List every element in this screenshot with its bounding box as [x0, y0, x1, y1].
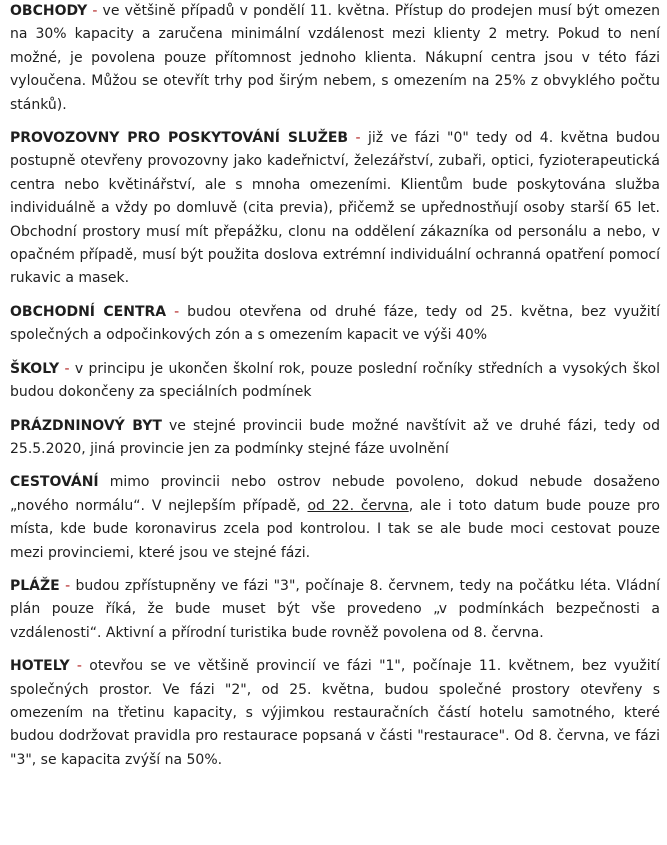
- paragraph-text: budou zpřístupněny ve fázi "3", počínaje 8. červnem, tedy na počátku léta. Vládní plán pouze říká, že bude muset být vše provedeno „v podmínkách bezpečnosti a vzdálenosti“. Aktivní a přírodní turistika bude rovněž povolena od 8. června.: [10, 577, 661, 641]
- paragraph-prazdninovy-byt: [10, 415, 660, 462]
- paragraph-text: otevřou se ve většině provincií ve fázi "1", počínaje 11. květnem, bez využití společných prostor. Ve fázi "2", od 25. května, budou společné prostory otevřeny s omezením na třetinu kapacity, s výjimkou restauračních částí hotelu samotného, které budou dodržovat pravidla pro restaurace popsaná v části "restaurace". Od 8. června, ve fázi "3", se kapacita zvýší na 50%.: [10, 658, 660, 768]
- paragraph-obchodni-centra: [10, 301, 660, 348]
- heading-separator: -: [59, 577, 76, 594]
- paragraph-hotely: [10, 655, 660, 772]
- paragraph-text: v principu je ukončen školní rok, pouze poslední ročníky středních a vysokých škol budou dokončeny za speciálních podmínek: [10, 360, 661, 401]
- paragraph-text: budou otevřena od druhé fáze, tedy od 25. května, bez využití společných a odpočinkových zón a s omezením kapacit ve výši 40%: [10, 303, 660, 344]
- heading-separator: -: [59, 360, 75, 377]
- paragraph-heading: ŠKOLY: [10, 360, 60, 377]
- paragraph-cestovani: [10, 471, 660, 565]
- heading-separator: -: [166, 303, 188, 320]
- paragraph-heading: PLÁŽE: [10, 577, 60, 594]
- paragraph-heading: CESTOVÁNÍ: [10, 474, 99, 491]
- date-link[interactable]: od 22. června: [307, 497, 409, 514]
- paragraph-obchody: [10, 0, 660, 117]
- paragraph-heading: HOTELY: [10, 658, 70, 675]
- paragraph-heading: OBCHODNÍ CENTRA: [10, 303, 167, 320]
- heading-separator: -: [69, 658, 90, 675]
- paragraph-text: mimo provincii nebo ostrov nebude povoleno, dokud nebude dosaženo „nového normálu“. V nejlepším případě,: [10, 474, 660, 514]
- paragraph-skoly: [10, 358, 660, 405]
- paragraph-text-after-link: , ale i toto datum bude pouze pro místa, kde bude koronavirus zcela pod kontrolou. I tak se ale bude moci cestovat pouze mezi provinciemi, které jsou ve stejné fázi.: [10, 497, 661, 561]
- heading-separator: -: [348, 130, 368, 147]
- heading-separator: [162, 418, 169, 434]
- paragraph-text: ve stejné provincii bude možné navštívit až ve druhé fázi, tedy od 25.5.2020, jiná provincie jen za podmínky stejné fáze uvolnění: [10, 417, 661, 457]
- paragraph-heading: PROVOZOVNY PRO POSKYTOVÁNÍ SLUŽEB: [10, 130, 349, 147]
- heading-separator: [99, 474, 110, 490]
- paragraph-plaze: [10, 575, 660, 645]
- paragraph-text: ve většině případů v pondělí 11. května. Přístup do prodejen musí být omezen na 30% kapacity a zaručena minimální vzdálenost mezi klienty 2 metry. Pokud to není možné, je povolena pouze přítomnost jednoho klienta. Nákupní centra jsou v této fázi vyloučena. Můžou se otevřít trhy pod širým nebem, s omezením na 25% z obvyklého počtu stánků).: [10, 3, 661, 113]
- paragraph-heading: PRÁZDNINOVÝ BYT: [10, 417, 162, 434]
- paragraph-heading: OBCHODY: [10, 3, 88, 19]
- heading-separator: -: [87, 3, 103, 19]
- paragraph-text: již ve fázi "0" tedy od 4. května budou postupně otevřeny provozovny jako kadeřnictví, železářství, zubaři, optici, fyzioterapeutická centra nebo květinářství, ale s mnoha omezeními. Klientům bude poskytována služba individuálně a vždy po domluvě (cita previa), přičemž se upřednostňují osoby starší 65 let. Obchodní prostory musí mít přepážku, clonu na oddělení zákazníka od personálu a nebo, v opačném případě, musí být použita doslova extrémní individuální ochranná opatření pomocí rukavic a masek.: [10, 130, 661, 287]
- paragraph-provozovny: [10, 127, 660, 291]
